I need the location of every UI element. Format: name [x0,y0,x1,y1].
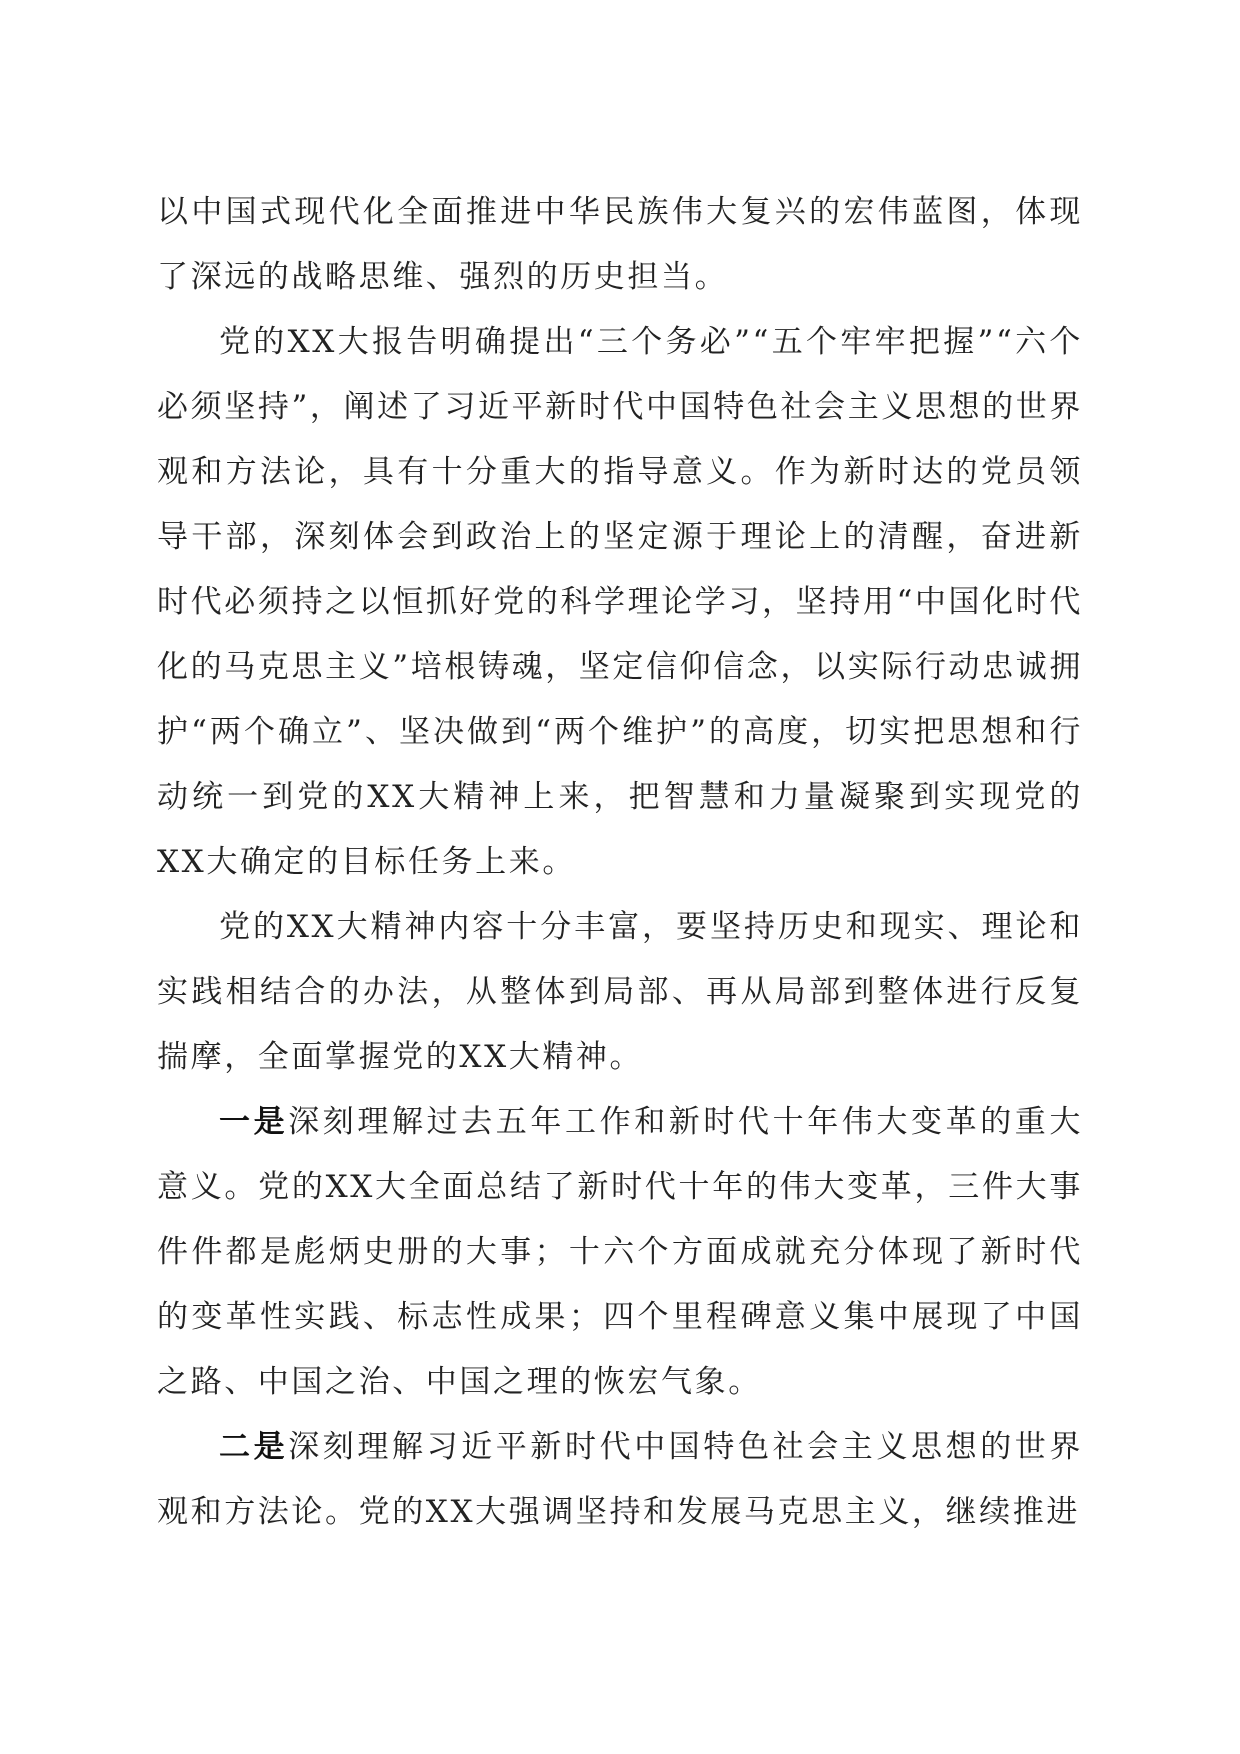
paragraph-text: 党的XX大报告明确提出“三个务必”“五个牢牢把握”“六个必须坚持”，阐述了习近平新时代中国特色社会主义思想的世界观和方法论，具有十分重大的指导意义。作为新时达的党员领导干部，深刻体会到政治上的坚定源于理论上的清醒，奋进新时代必须持之以恒抓好党的科学理论学习，坚持用“中国化时代化的马克思主义”培根铸魂，坚定信仰信念，以实际行动忠诚拥护“两个确立”、坚决做到“两个维护”的高度，切实把思想和行动统一到党的XX大精神上来，把智慧和力量凝聚到实现党的XX大确定的目标任务上来。 [157,324,1083,880]
paragraph-point-two [157,1415,1083,1545]
paragraph-spirit-overview [157,895,1083,1090]
paragraph-text: 以中国式现代化全面推进中华民族伟大复兴的宏伟蓝图，体现了深远的战略思维、强烈的历史担当。 [157,194,1083,295]
paragraph-lead-label: 二是 [219,1429,289,1465]
paragraph-text: 深刻理解过去五年工作和新时代十年伟大变革的重大意义。党的XX大全面总结了新时代十年的伟大变革，三件大事件件都是彪炳史册的大事；十六个方面成就充分体现了新时代的变革性实践、标志性成果；四个里程碑意义集中展现了中国之路、中国之治、中国之理的恢宏气象。 [157,1104,1083,1400]
paragraph-continuation [157,180,1083,310]
paragraph-point-one [157,1090,1083,1415]
paragraph-text: 深刻理解习近平新时代中国特色社会主义思想的世界观和方法论。党的XX大强调坚持和发展马克思主义，继续推进 [157,1429,1083,1530]
paragraph-report-summary [157,310,1083,895]
paragraph-lead-label: 一是 [219,1104,289,1140]
paragraph-text: 党的XX大精神内容十分丰富，要坚持历史和现实、理论和实践相结合的办法，从整体到局部、再从局部到整体进行反复揣摩，全面掌握党的XX大精神。 [157,909,1083,1075]
document-page [157,180,1083,1545]
